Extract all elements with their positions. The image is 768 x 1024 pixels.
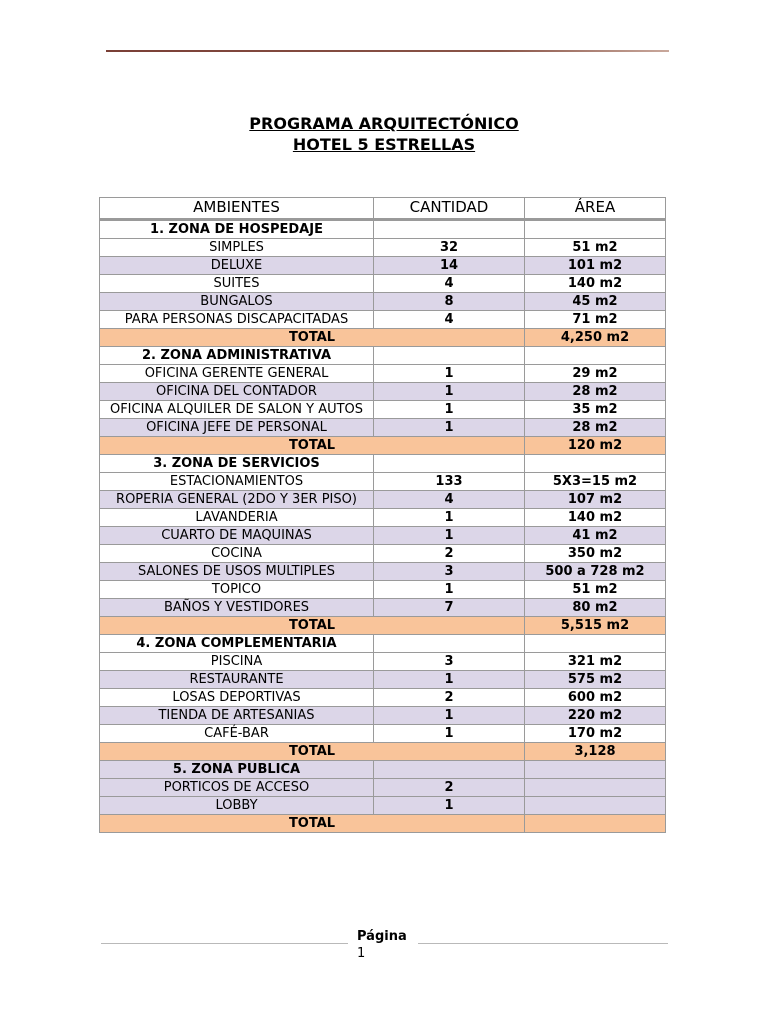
- document-title: PROGRAMA ARQUITECTÓNICO: [249, 114, 519, 133]
- cantidad-cell: 1: [374, 707, 525, 725]
- area-cell: 5X3=15 m2: [525, 473, 666, 491]
- area-cell: 51 m2: [525, 239, 666, 257]
- zone-area-empty: [525, 635, 666, 653]
- zone-name: 4. ZONA COMPLEMENTARIA: [100, 635, 374, 653]
- document-subtitle: HOTEL 5 ESTRELLAS: [292, 135, 476, 154]
- table-row: [100, 527, 666, 545]
- area-cell: 170 m2: [525, 725, 666, 743]
- ambiente-cell: SUITES: [100, 275, 374, 293]
- zone-cantidad-empty: [374, 761, 525, 779]
- cantidad-cell: 1: [374, 527, 525, 545]
- ambiente-cell: DELUXE: [100, 257, 374, 275]
- ambiente-cell: OFICINA JEFE DE PERSONAL: [100, 419, 374, 437]
- table-row: [100, 311, 666, 329]
- table-header-row: [100, 198, 666, 220]
- total-label: TOTAL: [100, 617, 525, 635]
- area-cell: 140 m2: [525, 509, 666, 527]
- ambiente-cell: ESTACIONAMIENTOS: [100, 473, 374, 491]
- footer-rule-left: [101, 943, 348, 944]
- cantidad-cell: 1: [374, 509, 525, 527]
- ambiente-cell: OFICINA GERENTE GENERAL: [100, 365, 374, 383]
- ambiente-cell: LAVANDERIA: [100, 509, 374, 527]
- area-cell: 500 a 728 m2: [525, 563, 666, 581]
- ambiente-cell: PORTICOS DE ACCESO: [100, 779, 374, 797]
- area-cell: 28 m2: [525, 383, 666, 401]
- ambiente-cell: BUNGALOS: [100, 293, 374, 311]
- area-cell: 29 m2: [525, 365, 666, 383]
- table-row: [100, 383, 666, 401]
- cantidad-cell: 1: [374, 797, 525, 815]
- ambiente-cell: LOSAS DEPORTIVAS: [100, 689, 374, 707]
- table-row: [100, 545, 666, 563]
- cantidad-cell: 8: [374, 293, 525, 311]
- area-cell: 28 m2: [525, 419, 666, 437]
- cantidad-cell: 1: [374, 365, 525, 383]
- cantidad-cell: 1: [374, 725, 525, 743]
- area-cell: 575 m2: [525, 671, 666, 689]
- total-area: [525, 815, 666, 833]
- cantidad-cell: 2: [374, 689, 525, 707]
- total-row: [100, 743, 666, 761]
- table-row: [100, 779, 666, 797]
- program-table: [99, 197, 666, 833]
- area-cell: 80 m2: [525, 599, 666, 617]
- area-cell: 220 m2: [525, 707, 666, 725]
- ambiente-cell: PISCINA: [100, 653, 374, 671]
- cantidad-cell: 2: [374, 779, 525, 797]
- cantidad-cell: 7: [374, 599, 525, 617]
- ambiente-cell: PARA PERSONAS DISCAPACITADAS: [100, 311, 374, 329]
- cantidad-cell: 3: [374, 563, 525, 581]
- total-area: 5,515 m2: [525, 617, 666, 635]
- table-row: [100, 473, 666, 491]
- cantidad-cell: 32: [374, 239, 525, 257]
- cantidad-cell: 3: [374, 653, 525, 671]
- total-area: 120 m2: [525, 437, 666, 455]
- area-cell: 41 m2: [525, 527, 666, 545]
- table-row: [100, 401, 666, 419]
- table-row: [100, 293, 666, 311]
- area-cell: [525, 797, 666, 815]
- ambiente-cell: TOPICO: [100, 581, 374, 599]
- cantidad-cell: 14: [374, 257, 525, 275]
- table-row: [100, 491, 666, 509]
- zone-cantidad-empty: [374, 347, 525, 365]
- table-row: [100, 563, 666, 581]
- ambiente-cell: COCINA: [100, 545, 374, 563]
- ambiente-cell: SALONES DE USOS MULTIPLES: [100, 563, 374, 581]
- ambiente-cell: ROPERIA GENERAL (2DO Y 3ER PISO): [100, 491, 374, 509]
- total-area: 4,250 m2: [525, 329, 666, 347]
- table-row: [100, 581, 666, 599]
- footer-page-label: Página: [357, 929, 407, 944]
- area-cell: [525, 779, 666, 797]
- header-ambientes: AMBIENTES: [100, 198, 374, 220]
- table-row: [100, 365, 666, 383]
- zone-name: 1. ZONA DE HOSPEDAJE: [100, 220, 374, 239]
- total-label: TOTAL: [100, 437, 525, 455]
- ambiente-cell: RESTAURANTE: [100, 671, 374, 689]
- zone-header-row: [100, 347, 666, 365]
- footer-rule-right: [418, 943, 668, 944]
- zone-cantidad-empty: [374, 455, 525, 473]
- header-rule: [106, 50, 669, 52]
- ambiente-cell: BAÑOS Y VESTIDORES: [100, 599, 374, 617]
- table-row: [100, 689, 666, 707]
- table-row: [100, 653, 666, 671]
- ambiente-cell: SIMPLES: [100, 239, 374, 257]
- table-row: [100, 599, 666, 617]
- total-row: [100, 329, 666, 347]
- table-row: [100, 419, 666, 437]
- cantidad-cell: 1: [374, 383, 525, 401]
- zone-area-empty: [525, 761, 666, 779]
- table-row: [100, 275, 666, 293]
- table-row: [100, 725, 666, 743]
- area-cell: 107 m2: [525, 491, 666, 509]
- footer-page-number: 1: [357, 946, 366, 961]
- cantidad-cell: 4: [374, 491, 525, 509]
- zone-cantidad-empty: [374, 220, 525, 239]
- zone-header-row: [100, 220, 666, 239]
- total-label: TOTAL: [100, 743, 525, 761]
- cantidad-cell: 4: [374, 311, 525, 329]
- table-row: [100, 797, 666, 815]
- area-cell: 35 m2: [525, 401, 666, 419]
- cantidad-cell: 2: [374, 545, 525, 563]
- cantidad-cell: 133: [374, 473, 525, 491]
- table-row: [100, 671, 666, 689]
- ambiente-cell: LOBBY: [100, 797, 374, 815]
- ambiente-cell: CAFÉ-BAR: [100, 725, 374, 743]
- ambiente-cell: TIENDA DE ARTESANIAS: [100, 707, 374, 725]
- cantidad-cell: 1: [374, 401, 525, 419]
- zone-cantidad-empty: [374, 635, 525, 653]
- table-row: [100, 257, 666, 275]
- zone-area-empty: [525, 455, 666, 473]
- zone-area-empty: [525, 220, 666, 239]
- total-row: [100, 437, 666, 455]
- total-label: TOTAL: [100, 329, 525, 347]
- area-cell: 101 m2: [525, 257, 666, 275]
- area-cell: 350 m2: [525, 545, 666, 563]
- zone-header-row: [100, 761, 666, 779]
- zone-header-row: [100, 635, 666, 653]
- total-row: [100, 617, 666, 635]
- ambiente-cell: OFICINA DEL CONTADOR: [100, 383, 374, 401]
- table-row: [100, 707, 666, 725]
- total-label: TOTAL: [100, 815, 525, 833]
- table-row: [100, 239, 666, 257]
- cantidad-cell: 4: [374, 275, 525, 293]
- ambiente-cell: OFICINA ALQUILER DE SALON Y AUTOS: [100, 401, 374, 419]
- header-cantidad: CANTIDAD: [374, 198, 525, 220]
- total-area: 3,128: [525, 743, 666, 761]
- ambiente-cell: CUARTO DE MAQUINAS: [100, 527, 374, 545]
- area-cell: 140 m2: [525, 275, 666, 293]
- zone-header-row: [100, 455, 666, 473]
- area-cell: 71 m2: [525, 311, 666, 329]
- table-row: [100, 509, 666, 527]
- cantidad-cell: 1: [374, 419, 525, 437]
- cantidad-cell: 1: [374, 671, 525, 689]
- area-cell: 600 m2: [525, 689, 666, 707]
- area-cell: 51 m2: [525, 581, 666, 599]
- zone-area-empty: [525, 347, 666, 365]
- zone-name: 3. ZONA DE SERVICIOS: [100, 455, 374, 473]
- zone-name: 2. ZONA ADMINISTRATIVA: [100, 347, 374, 365]
- header-area: ÁREA: [525, 198, 666, 220]
- total-row: [100, 815, 666, 833]
- cantidad-cell: 1: [374, 581, 525, 599]
- zone-name: 5. ZONA PUBLICA: [100, 761, 374, 779]
- area-cell: 321 m2: [525, 653, 666, 671]
- area-cell: 45 m2: [525, 293, 666, 311]
